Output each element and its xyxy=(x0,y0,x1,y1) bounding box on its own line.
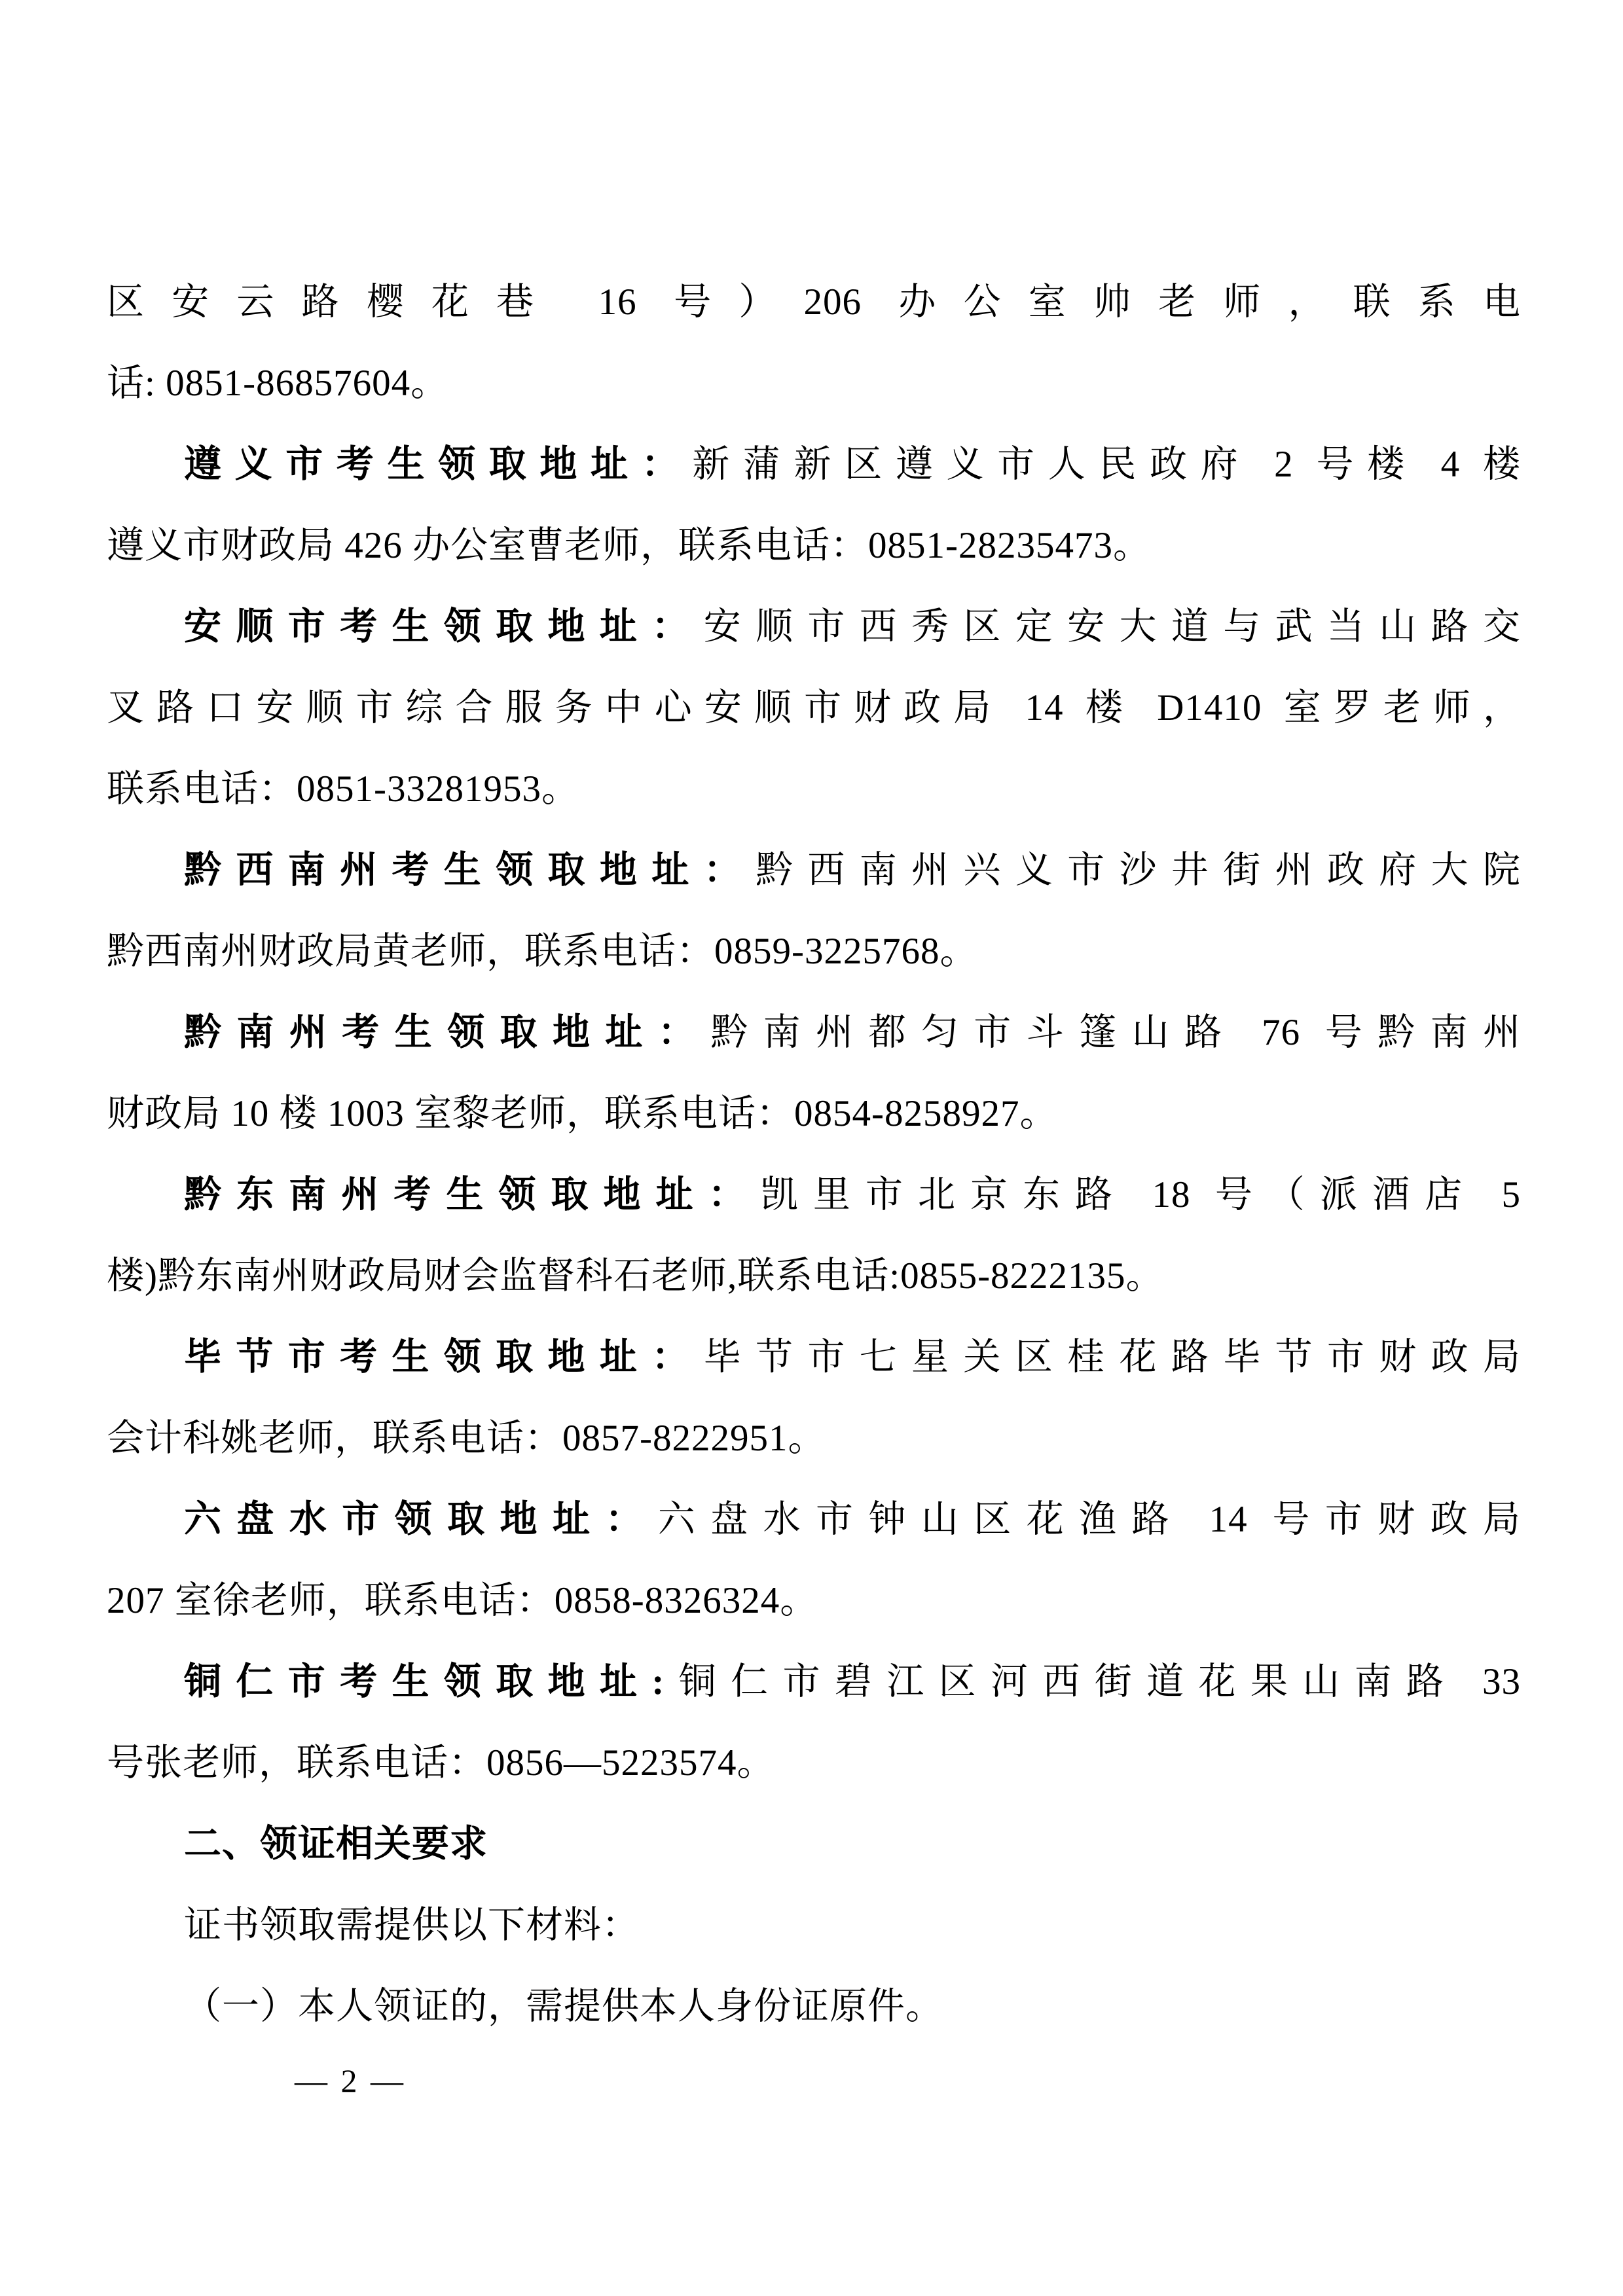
text-line xyxy=(107,668,1521,749)
text-line xyxy=(107,911,1521,992)
text-line xyxy=(107,424,1521,505)
paragraph-label: 遵义市考生领取地址： xyxy=(184,444,693,485)
text-line xyxy=(107,749,1521,830)
text-line xyxy=(107,505,1521,586)
text-line xyxy=(107,586,1521,668)
paragraph-text: 黔西南州财政局黄老师，联系电话：0859-3225768。 xyxy=(107,931,978,972)
text-line xyxy=(107,1641,1521,1723)
paragraph-label: 黔南州考生领取地址： xyxy=(184,1012,711,1053)
paragraph-text: 新蒲新区遵义市人民政府 2 号楼 4 楼 xyxy=(692,444,1521,485)
paragraph-text: 凯里市北京东路 18 号（派酒店 5 xyxy=(760,1174,1522,1215)
paragraph-label: 毕节市考生领取地址： xyxy=(184,1336,704,1378)
paragraph-text: 安顺市西秀区定安大道与武当山路交 xyxy=(703,606,1522,647)
text-line xyxy=(107,1155,1521,1236)
text-line xyxy=(107,1398,1521,1479)
text-line xyxy=(107,1479,1521,1560)
text-line xyxy=(107,1723,1521,1804)
text-line xyxy=(107,1073,1521,1155)
paragraph-text: 联系电话：0851-33281953。 xyxy=(107,768,579,810)
paragraph-label: 黔东南州考生领取地址： xyxy=(184,1174,761,1215)
paragraph-text: （一）本人领证的，需提供本人身份证原件。 xyxy=(184,1986,943,2027)
paragraph-label: 铜仁市考生领取地址: xyxy=(184,1661,665,1702)
document-body xyxy=(107,262,1521,2047)
paragraph-text: 黔西南州兴义市沙井街州政府大院 xyxy=(755,850,1522,891)
paragraph-text: 叉路口安顺市综合服务中心安顺市财政局 14 楼 D1410 室罗老师， xyxy=(107,687,1521,728)
paragraph-text: 楼)黔东南州财政局财会监督科石老师,联系电话:0855-8222135。 xyxy=(107,1255,1164,1297)
paragraph-text: 会计科姚老师，联系电话：0857-8222951。 xyxy=(107,1418,826,1459)
text-line xyxy=(107,1236,1521,1317)
paragraph-text: 遵义市财政局 426 办公室曹老师，联系电话：0851-28235473。 xyxy=(107,525,1151,566)
text-line xyxy=(107,992,1521,1073)
paragraph-label: 安顺市考生领取地址： xyxy=(184,606,704,647)
paragraph-text: 财政局 10 楼 1003 室黎老师，联系电话：0854-8258927。 xyxy=(107,1093,1058,1134)
paragraph-text: 话: 0851-86857604。 xyxy=(107,363,449,404)
text-line xyxy=(107,1885,1521,1966)
paragraph-text: 毕节市七星关区桂花路毕节市财政局 xyxy=(703,1336,1522,1378)
text-line xyxy=(107,262,1521,343)
text-line xyxy=(107,830,1521,911)
paragraph-label: 六盘水市领取地址： xyxy=(184,1499,658,1540)
paragraph-text: 区安云路樱花巷 16 号）206 办公室帅老师，联系电 xyxy=(107,281,1521,323)
text-line xyxy=(107,1804,1521,1885)
text-line xyxy=(107,343,1521,424)
text-line xyxy=(107,1317,1521,1398)
paragraph-text: 207 室徐老师，联系电话：0858-8326324。 xyxy=(107,1580,818,1621)
page-number: — 2 — xyxy=(295,2062,406,2099)
paragraph-text: 六盘水市钟山区花渔路 14 号市财政局 xyxy=(657,1499,1522,1540)
paragraph-label: 黔西南州考生领取地址： xyxy=(184,850,756,891)
text-line xyxy=(107,1966,1521,2047)
paragraph-text: 黔南州都匀市斗篷山路 76 号黔南州 xyxy=(710,1012,1522,1053)
text-line xyxy=(107,1560,1521,1641)
paragraph-text: 证书领取需提供以下材料： xyxy=(184,1905,640,1946)
paragraph-text: 铜仁市碧江区河西街道花果山南路 33 xyxy=(665,1661,1522,1702)
paragraph-label: 二、领证相关要求 xyxy=(184,1823,488,1865)
paragraph-text: 号张老师，联系电话：0856—5223574。 xyxy=(107,1742,775,1784)
